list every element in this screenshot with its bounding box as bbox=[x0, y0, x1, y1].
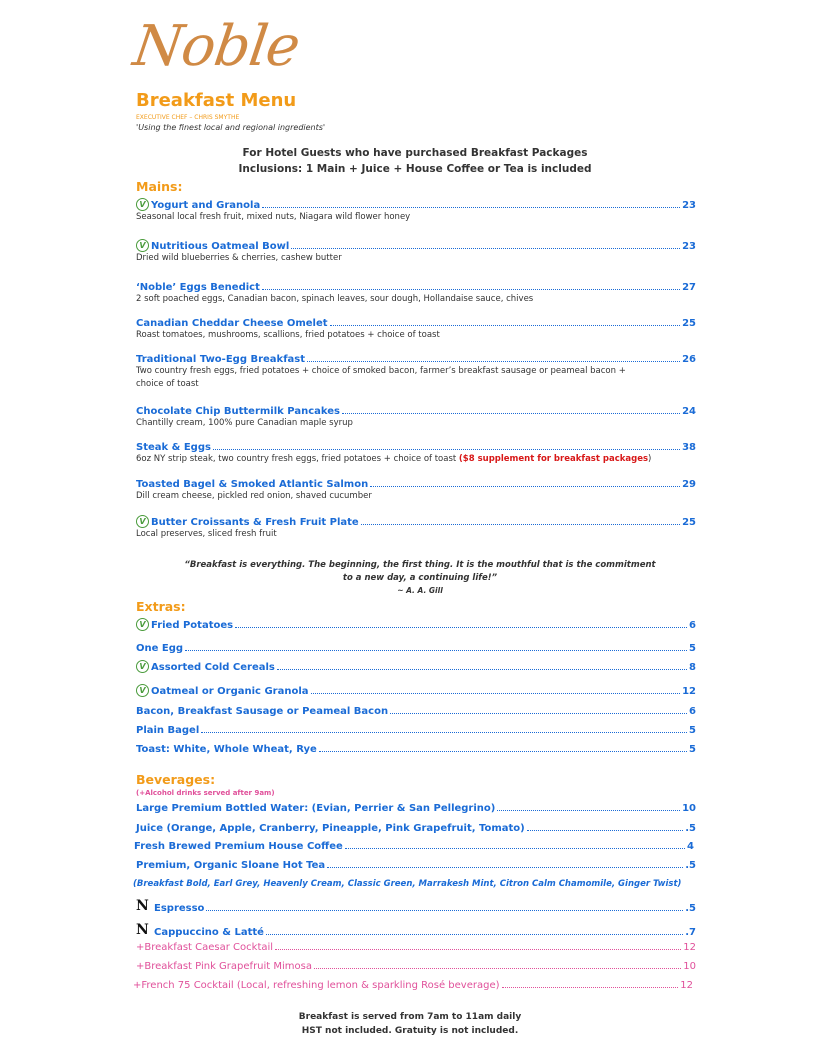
item-description: 2 soft poached eggs, Canadian bacon, spinach leaves, sour dough, Hollandaise sauce, chives bbox=[136, 294, 534, 304]
menu-item bbox=[136, 315, 696, 342]
noble-logo: Noble bbox=[129, 14, 304, 79]
extra-item bbox=[136, 640, 696, 654]
tea-varieties: (Breakfast Bold, Earl Grey, Heavenly Cream, Classic Green, Marrakesh Mint, Citron Calm Chamomile, Ginger Twist) bbox=[133, 879, 682, 889]
item-price: 23 bbox=[682, 241, 696, 252]
mains-heading: Mains: bbox=[136, 179, 183, 194]
item-description: Dried wild blueberries & cherries, cashew butter bbox=[136, 253, 342, 263]
item-name: Bacon, Breakfast Sausage or Peameal Bacon bbox=[136, 706, 389, 717]
item-price: 5 bbox=[689, 744, 696, 755]
item-price: 5 bbox=[689, 725, 696, 736]
item-price: 12 bbox=[682, 686, 696, 697]
extra-item bbox=[136, 683, 696, 697]
item-name: +Breakfast Caesar Cocktail bbox=[136, 942, 274, 953]
service-hours: Breakfast is served from 7am to 11am daily bbox=[298, 1012, 522, 1022]
intro-line-1: For Hotel Guests who have purchased Breakfast Packages bbox=[242, 147, 588, 159]
vegetarian-icon: V bbox=[136, 684, 149, 697]
beverage-item bbox=[136, 857, 696, 871]
item-price: 4 bbox=[687, 841, 694, 852]
item-name: Fried Potatoes bbox=[151, 620, 234, 631]
item-price: 23 bbox=[682, 200, 696, 211]
cocktail-item bbox=[136, 939, 696, 953]
item-name: Cappuccino & Latté bbox=[154, 927, 264, 938]
item-name: Fresh Brewed Premium House Coffee bbox=[134, 841, 343, 852]
item-description: 6oz NY strip steak, two country fresh eggs, fried potatoes + choice of toast bbox=[136, 454, 459, 464]
beverages-heading: Beverages: bbox=[136, 772, 216, 787]
vegetarian-icon: V bbox=[136, 515, 149, 528]
menu-title: Breakfast Menu bbox=[136, 90, 297, 111]
item-price: 12 bbox=[680, 980, 693, 991]
vegetarian-icon: V bbox=[136, 618, 149, 631]
item-name: Traditional Two-Egg Breakfast bbox=[136, 354, 306, 365]
beverage-item bbox=[136, 800, 696, 814]
item-price: 29 bbox=[682, 479, 696, 490]
nespresso-icon: N bbox=[136, 898, 149, 914]
supplement-note-end: ) bbox=[648, 454, 652, 464]
item-description: Seasonal local fresh fruit, mixed nuts, Niagara wild flower honey bbox=[136, 212, 411, 222]
item-name: +French 75 Cocktail (Local, refreshing lemon & sparkling Rosé beverage) bbox=[133, 980, 500, 991]
nespresso-icon: N bbox=[136, 922, 149, 938]
item-description: Dill cream cheese, pickled red onion, shaved cucumber bbox=[136, 491, 372, 501]
item-name: ‘Noble’ Eggs Benedict bbox=[136, 282, 260, 293]
item-name: Juice (Orange, Apple, Cranberry, Pineapple, Pink Grapefruit, Tomato) bbox=[136, 823, 525, 834]
extra-item bbox=[136, 722, 696, 736]
menu-item bbox=[136, 238, 696, 265]
tagline: 'Using the finest local and regional ingredients' bbox=[136, 123, 326, 132]
item-name: Yogurt and Granola bbox=[151, 200, 261, 211]
menu-item bbox=[136, 351, 696, 391]
item-description: Two country fresh eggs, fried potatoes + choice of smoked bacon, farmer’s breakfast sausage or peameal bacon + bbox=[136, 366, 626, 376]
cocktail-item bbox=[136, 958, 696, 972]
quote-line-1: “Breakfast is everything. The beginning, the first thing. It is the mouthful that is the commitment bbox=[184, 560, 656, 570]
alcohol-note: (+Alcohol drinks served after 9am) bbox=[136, 789, 275, 797]
item-price: 6 bbox=[689, 620, 696, 631]
item-name: Large Premium Bottled Water: (Evian, Perrier & San Pellegrino) bbox=[136, 803, 496, 814]
item-name: Assorted Cold Cereals bbox=[151, 662, 275, 673]
item-name: Oatmeal or Organic Granola bbox=[151, 686, 309, 697]
item-name: Steak & Eggs bbox=[136, 442, 211, 453]
executive-chef: EXECUTIVE CHEF – CHRIS SMYTHE bbox=[136, 114, 240, 121]
item-price: 24 bbox=[682, 406, 696, 417]
menu-item bbox=[136, 476, 696, 503]
item-name: Chocolate Chip Buttermilk Pancakes bbox=[136, 406, 341, 417]
item-price: 10 bbox=[682, 803, 696, 814]
item-price: 8 bbox=[689, 662, 696, 673]
item-price: 25 bbox=[682, 318, 696, 329]
item-description-cont: choice of toast bbox=[136, 379, 199, 389]
intro-line-2: Inclusions: 1 Main + Juice + House Coffee or Tea is included bbox=[238, 163, 592, 175]
beverage-item bbox=[136, 820, 696, 834]
menu-item bbox=[136, 403, 696, 430]
coffee-item bbox=[136, 896, 696, 914]
item-price: .5 bbox=[685, 823, 696, 834]
item-price: 26 bbox=[682, 354, 696, 365]
item-price: .5 bbox=[685, 903, 696, 914]
item-name: Premium, Organic Sloane Hot Tea bbox=[136, 860, 326, 871]
menu-item bbox=[136, 439, 696, 466]
vegetarian-icon: V bbox=[136, 198, 149, 211]
item-price: .7 bbox=[685, 927, 696, 938]
tax-note: HST not included. Gratuity is not included. bbox=[301, 1026, 519, 1036]
quote-author: ~ A. A. Gill bbox=[397, 586, 443, 595]
item-name: Espresso bbox=[154, 903, 205, 914]
item-description: Roast tomatoes, mushrooms, scallions, fried potatoes + choice of toast bbox=[136, 330, 440, 340]
item-name: Toasted Bagel & Smoked Atlantic Salmon bbox=[136, 479, 369, 490]
menu-item bbox=[136, 197, 696, 224]
item-price: 6 bbox=[689, 706, 696, 717]
extras-heading: Extras: bbox=[136, 599, 186, 614]
vegetarian-icon: V bbox=[136, 660, 149, 673]
extra-item bbox=[136, 741, 696, 755]
item-name: Butter Croissants & Fresh Fruit Plate bbox=[151, 517, 359, 528]
item-price: 25 bbox=[682, 517, 696, 528]
extra-item bbox=[136, 617, 696, 631]
item-name: Toast: White, Whole Wheat, Rye bbox=[136, 744, 317, 755]
item-name: One Egg bbox=[136, 643, 184, 654]
coffee-item bbox=[136, 920, 696, 938]
item-description: Local preserves, sliced fresh fruit bbox=[136, 529, 277, 539]
menu-item bbox=[136, 514, 696, 541]
item-price: 10 bbox=[683, 961, 696, 972]
menu-item bbox=[136, 279, 696, 306]
supplement-note: ($8 supplement for breakfast packages bbox=[458, 454, 649, 464]
extra-item bbox=[136, 659, 696, 673]
item-price: 27 bbox=[682, 282, 696, 293]
item-price: .5 bbox=[685, 860, 696, 871]
item-price: 38 bbox=[682, 442, 696, 453]
beverage-item bbox=[134, 838, 694, 852]
item-name: +Breakfast Pink Grapefruit Mimosa bbox=[136, 961, 312, 972]
item-description: Chantilly cream, 100% pure Canadian maple syrup bbox=[136, 418, 353, 428]
cocktail-item bbox=[133, 977, 693, 991]
item-price: 5 bbox=[689, 643, 696, 654]
item-name: Canadian Cheddar Cheese Omelet bbox=[136, 318, 328, 329]
quote-line-2: to a new day, a continuing life!” bbox=[342, 573, 498, 583]
item-name: Plain Bagel bbox=[136, 725, 200, 736]
item-name: Nutritious Oatmeal Bowl bbox=[151, 241, 290, 252]
vegetarian-icon: V bbox=[136, 239, 149, 252]
extra-item bbox=[136, 703, 696, 717]
item-price: 12 bbox=[683, 942, 696, 953]
